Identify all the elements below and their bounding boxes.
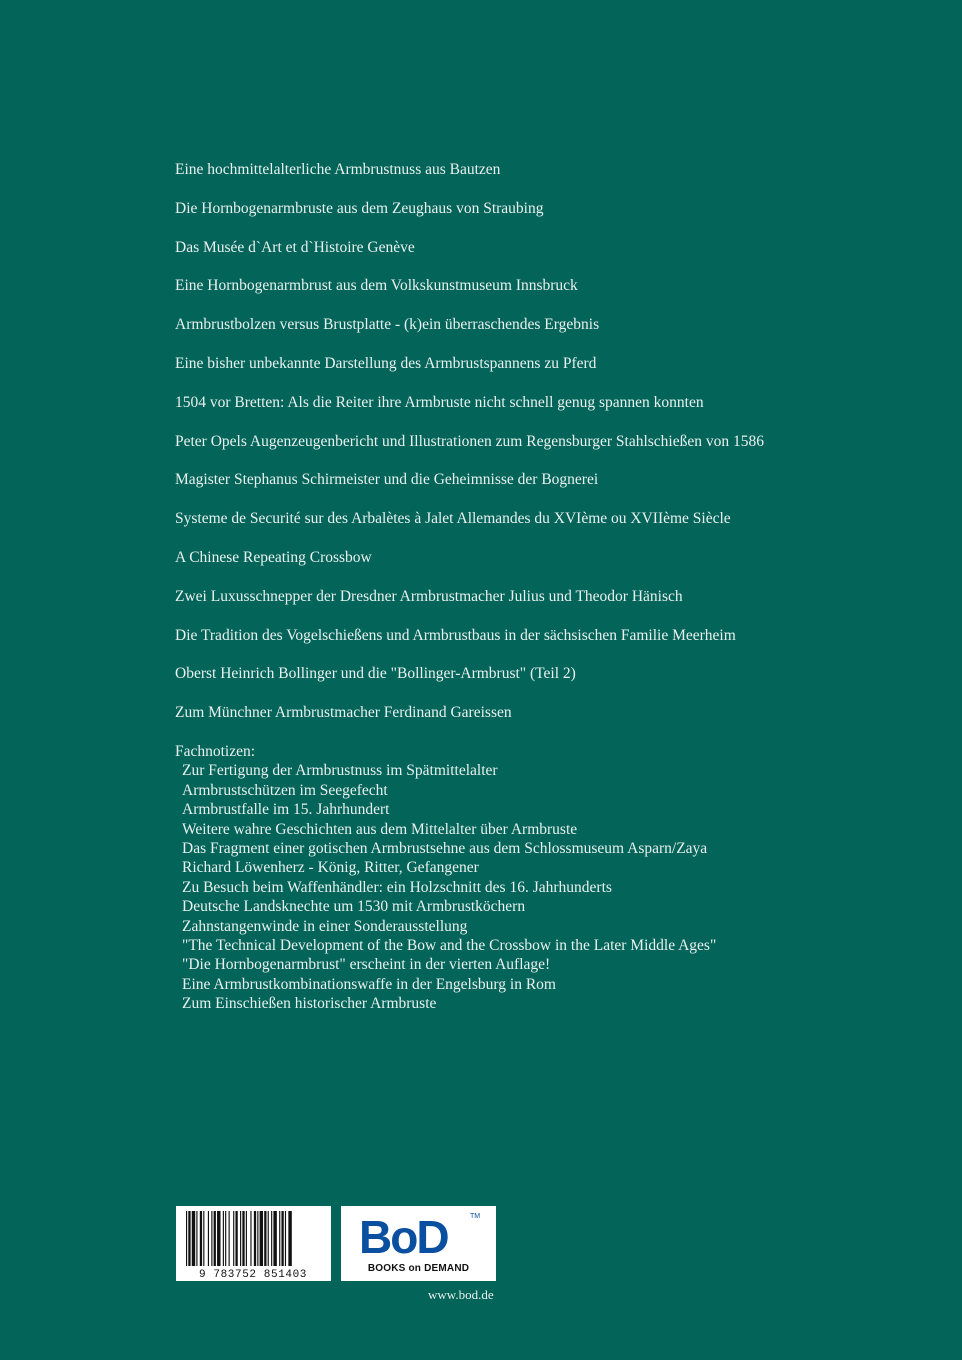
toc-entry: Oberst Heinrich Bollinger und die "Bollinger-Armbrust" (Teil 2) (175, 665, 576, 683)
publisher-logo (341, 1206, 496, 1281)
toc-entry: Zum Münchner Armbrustmacher Ferdinand Gareissen (175, 704, 512, 722)
toc-entry: Peter Opels Augenzeugenbericht und Illustrationen zum Regensburger Stahlschießen von 1586 (175, 432, 764, 450)
toc-entry: 1504 vor Bretten: Als die Reiter ihre Armbruste nicht schnell genug spannen konnten (175, 393, 704, 411)
fachnotizen-item: Zahnstangenwinde in einer Sonderausstellung (182, 917, 468, 935)
fachnotizen-heading: Fachnotizen: (175, 743, 256, 760)
toc-entry: Systeme de Securité sur des Arbalètes à Jalet Allemandes du XVIème ou XVIIème Siècle (175, 510, 731, 528)
fachnotizen-item: Armbrustschützen im Seegefecht (182, 781, 388, 799)
table-of-contents (175, 160, 915, 742)
fachnotizen-item: Richard Löwenherz - König, Ritter, Gefangener (182, 859, 479, 877)
isbn-barcode (176, 1206, 331, 1281)
fachnotizen-item: Zur Fertigung der Armbrustnuss im Spätmittelalter (182, 762, 498, 780)
publisher-url: www.bod.de (428, 1287, 494, 1302)
toc-entry: Eine bisher unbekannte Darstellung des Armbrustspannens zu Pferd (175, 354, 597, 372)
fachnotizen-item: Deutsche Landsknechte um 1530 mit Armbrustköchern (182, 898, 526, 916)
fachnotizen-item: Eine Armbrustkombinationswaffe in der Engelsburg in Rom (182, 975, 556, 993)
toc-entry: Zwei Luxusschnepper der Dresdner Armbrustmacher Julius und Theodor Hänisch (175, 587, 683, 605)
barcode-number: 9 783752 851403 (198, 1269, 308, 1281)
trademark-mark: TM (470, 1213, 481, 1220)
bod-logo-text: BoD (359, 1211, 448, 1263)
toc-entry: Das Musée d`Art et d`Histoire Genève (175, 238, 415, 256)
toc-entry: Die Tradition des Vogelschießens und Armbrustbaus in der sächsischen Familie Meerheim (175, 626, 736, 644)
fachnotizen-item: Weitere wahre Geschichten aus dem Mittelalter über Armbruste (182, 820, 578, 838)
toc-entry: Eine Hornbogenarmbrust aus dem Volkskunstmuseum Innsbruck (175, 277, 578, 295)
fachnotizen-item: "The Technical Development of the Bow and the Crossbow in the Later Middle Ages" (182, 937, 717, 955)
barcode-image (176, 1206, 331, 1281)
toc-entry: Armbrustbolzen versus Brustplatte - (k)ein überraschendes Ergebnis (175, 316, 600, 334)
toc-entry: Die Hornbogenarmbruste aus dem Zeughaus von Straubing (175, 199, 544, 217)
fachnotizen-item: Armbrustfalle im 15. Jahrhundert (182, 801, 390, 819)
toc-entry: Eine hochmittelalterliche Armbrustnuss aus Bautzen (175, 161, 501, 178)
fachnotizen-list (175, 761, 935, 1013)
fachnotizen-item: Zu Besuch beim Waffenhändler: ein Holzschnitt des 16. Jahrhunderts (182, 878, 612, 896)
fachnotizen-section (175, 742, 935, 1014)
toc-entry: A Chinese Repeating Crossbow (175, 548, 372, 566)
toc-entry: Magister Stephanus Schirmeister und die Geheimnisse der Bognerei (175, 471, 599, 489)
bod-tagline: BOOKS on DEMAND (367, 1263, 470, 1274)
fachnotizen-item: "Die Hornbogenarmbrust" erscheint in der vierten Auflage! (182, 956, 551, 974)
fachnotizen-item: Das Fragment einer gotischen Armbrustsehne aus dem Schlossmuseum Asparn/Zaya (182, 840, 708, 858)
fachnotizen-item: Zum Einschießen historischer Armbruste (182, 995, 437, 1013)
